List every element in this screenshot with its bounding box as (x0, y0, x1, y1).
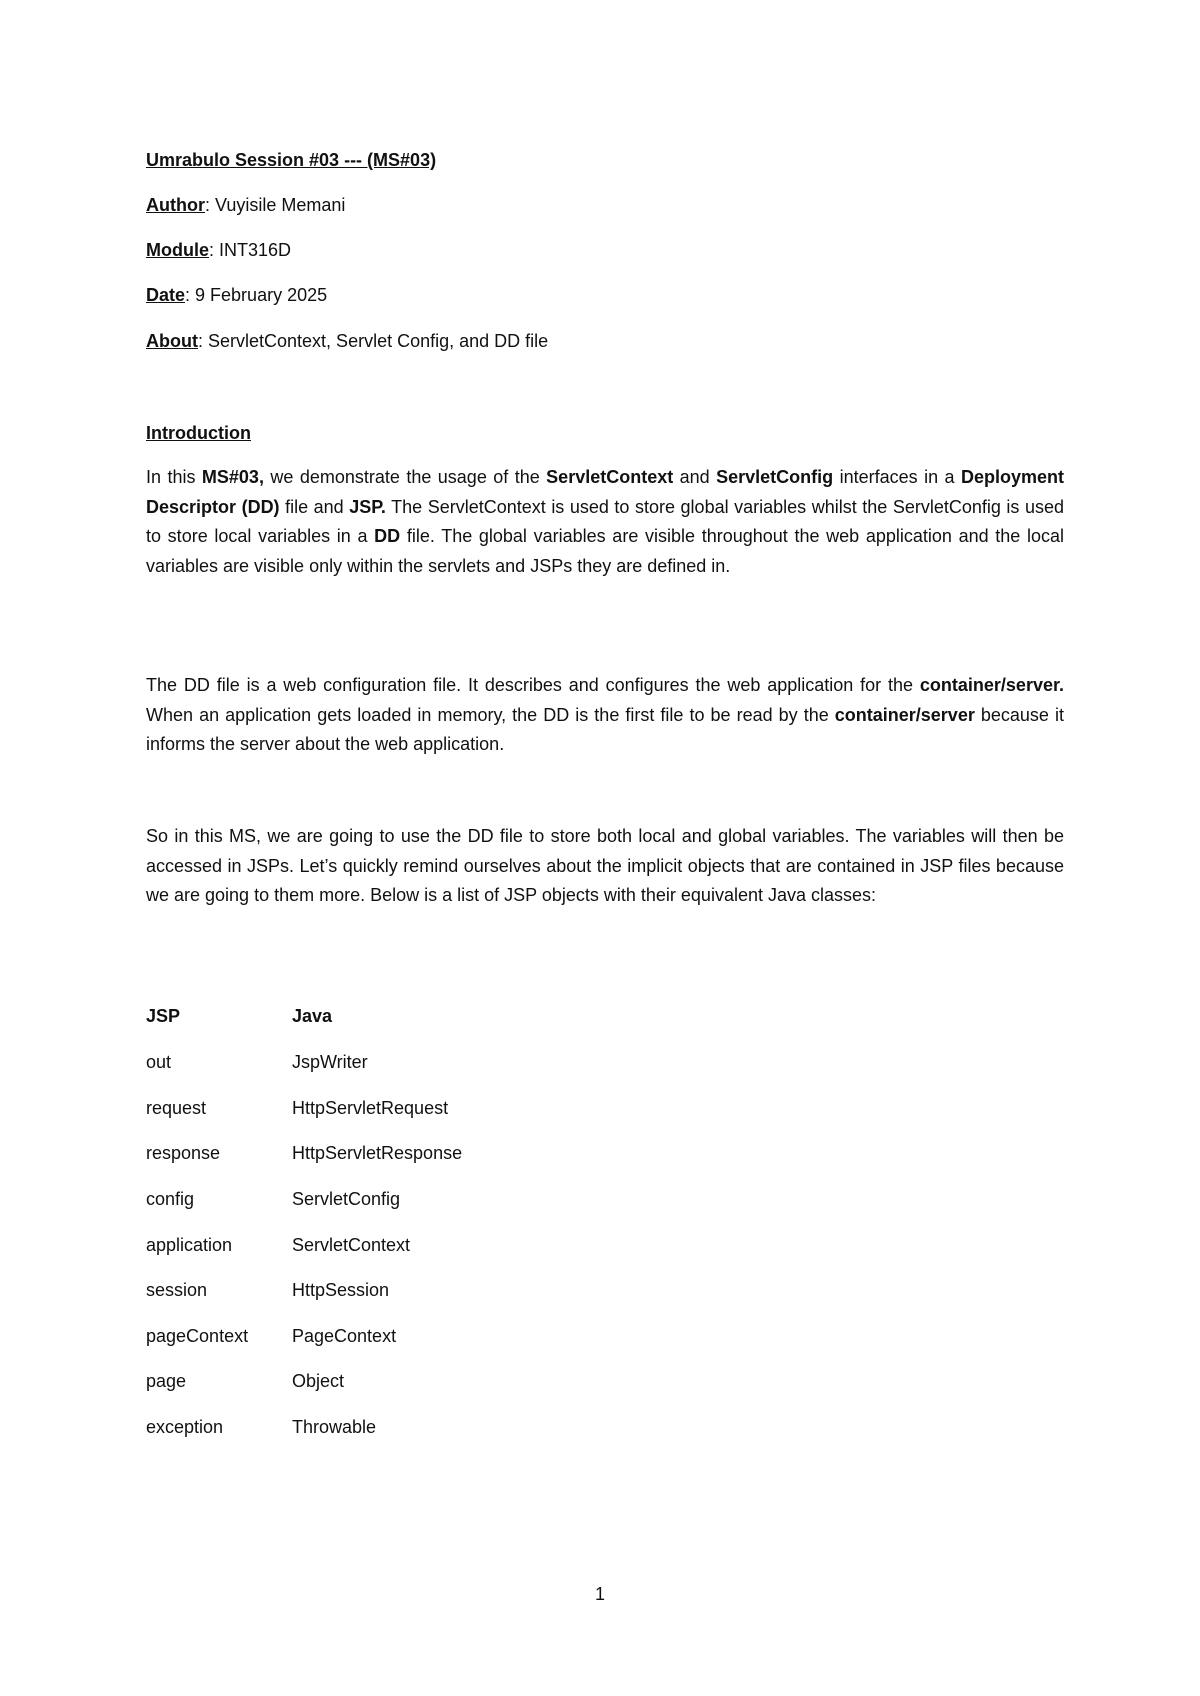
date-label: Date (146, 285, 186, 305)
header-jsp: JSP (146, 1006, 181, 1026)
date-value: 9 February 2025 (195, 285, 328, 305)
intro-paragraph-1: In this MS#03, we demonstrate the usage of the ServletContext and ServletConfig interfaces in a Deployment Descriptor (DD) file and JSP. The ServletContext is used to store global variables whilst the ServletConfig is used to store local variables in a DD file. The global variables are visible throughout the web application and the local variables are visible only within the servlets and JSPs they are defined in. (146, 467, 1064, 576)
module-label: Module (146, 240, 209, 260)
header-java: Java (292, 1006, 333, 1026)
intro-paragraph-3: So in this MS, we are going to use the DD file to store both local and global variables. The variables will then be accessed in JSPs. Let’s quickly remind ourselves about the implicit objects that are contained in JSP files because we are going to them more. Below is a list of JSP objects with their equivalent Java classes: (146, 826, 1064, 905)
intro-paragraph-2: The DD file is a web configuration file. It describes and configures the web application for the container/server. When an application gets loaded in memory, the DD is the first file to be read by the container/server because it informs the server about the web application. (146, 675, 1064, 754)
author-label: Author (146, 195, 205, 215)
page-number: 1 (594, 1584, 605, 1604)
about-value: ServletContext, Servlet Config, and DD file (208, 331, 549, 351)
module-line: Module: INT316D (146, 240, 292, 260)
document-page: Umrabulo Session #03 --- (MS#03) Author: Vuyisile Memani Module: INT316D Date: 9 February 2025 About: ServletContext, Servlet Config, and DD file Introduction In this MS#03, we demonstrate the usage of the ServletContext and ServletConfig interfaces in a Deployment Descriptor (DD) file and JSP. The ServletContext is used to store global variables whilst the ServletConfig is used to store local variables in a DD file. The global variables are visible throughout the web application and the local variables are visible only within the servlets and JSPs they are defined in. The DD file is a web configuration file. It describes and configures the web application for the container/server. When an application gets loaded in memory, the DD is the first file to be read by the container/server because it informs the server about the web application. So in this MS, we are going to use the DD file to store both local and global variables. The variables will then be accessed in JSPs. Let’s quickly remind ourselves about the implicit objects that are contained in JSP files because we are going to them more. Below is a list of JSP objects with their equivalent Java classes: JSP Java out JspWriter request HttpServletRequest response HttpServletResponse config ServletConfig application ServletContext session HttpSession pageContext PageContext page Object exception Throwable 1 (146, 150, 1064, 1604)
document-title: Umrabulo Session #03 --- (MS#03) (146, 150, 437, 170)
about-line: About: ServletContext, Servlet Config, and DD file (146, 331, 549, 351)
about-label: About (146, 331, 198, 351)
author-value: Vuyisile Memani (215, 195, 346, 215)
author-line: Author: Vuyisile Memani (146, 195, 346, 215)
introduction-heading: Introduction (146, 423, 251, 443)
module-value: INT316D (219, 240, 292, 260)
date-line: Date: 9 February 2025 (146, 285, 328, 305)
